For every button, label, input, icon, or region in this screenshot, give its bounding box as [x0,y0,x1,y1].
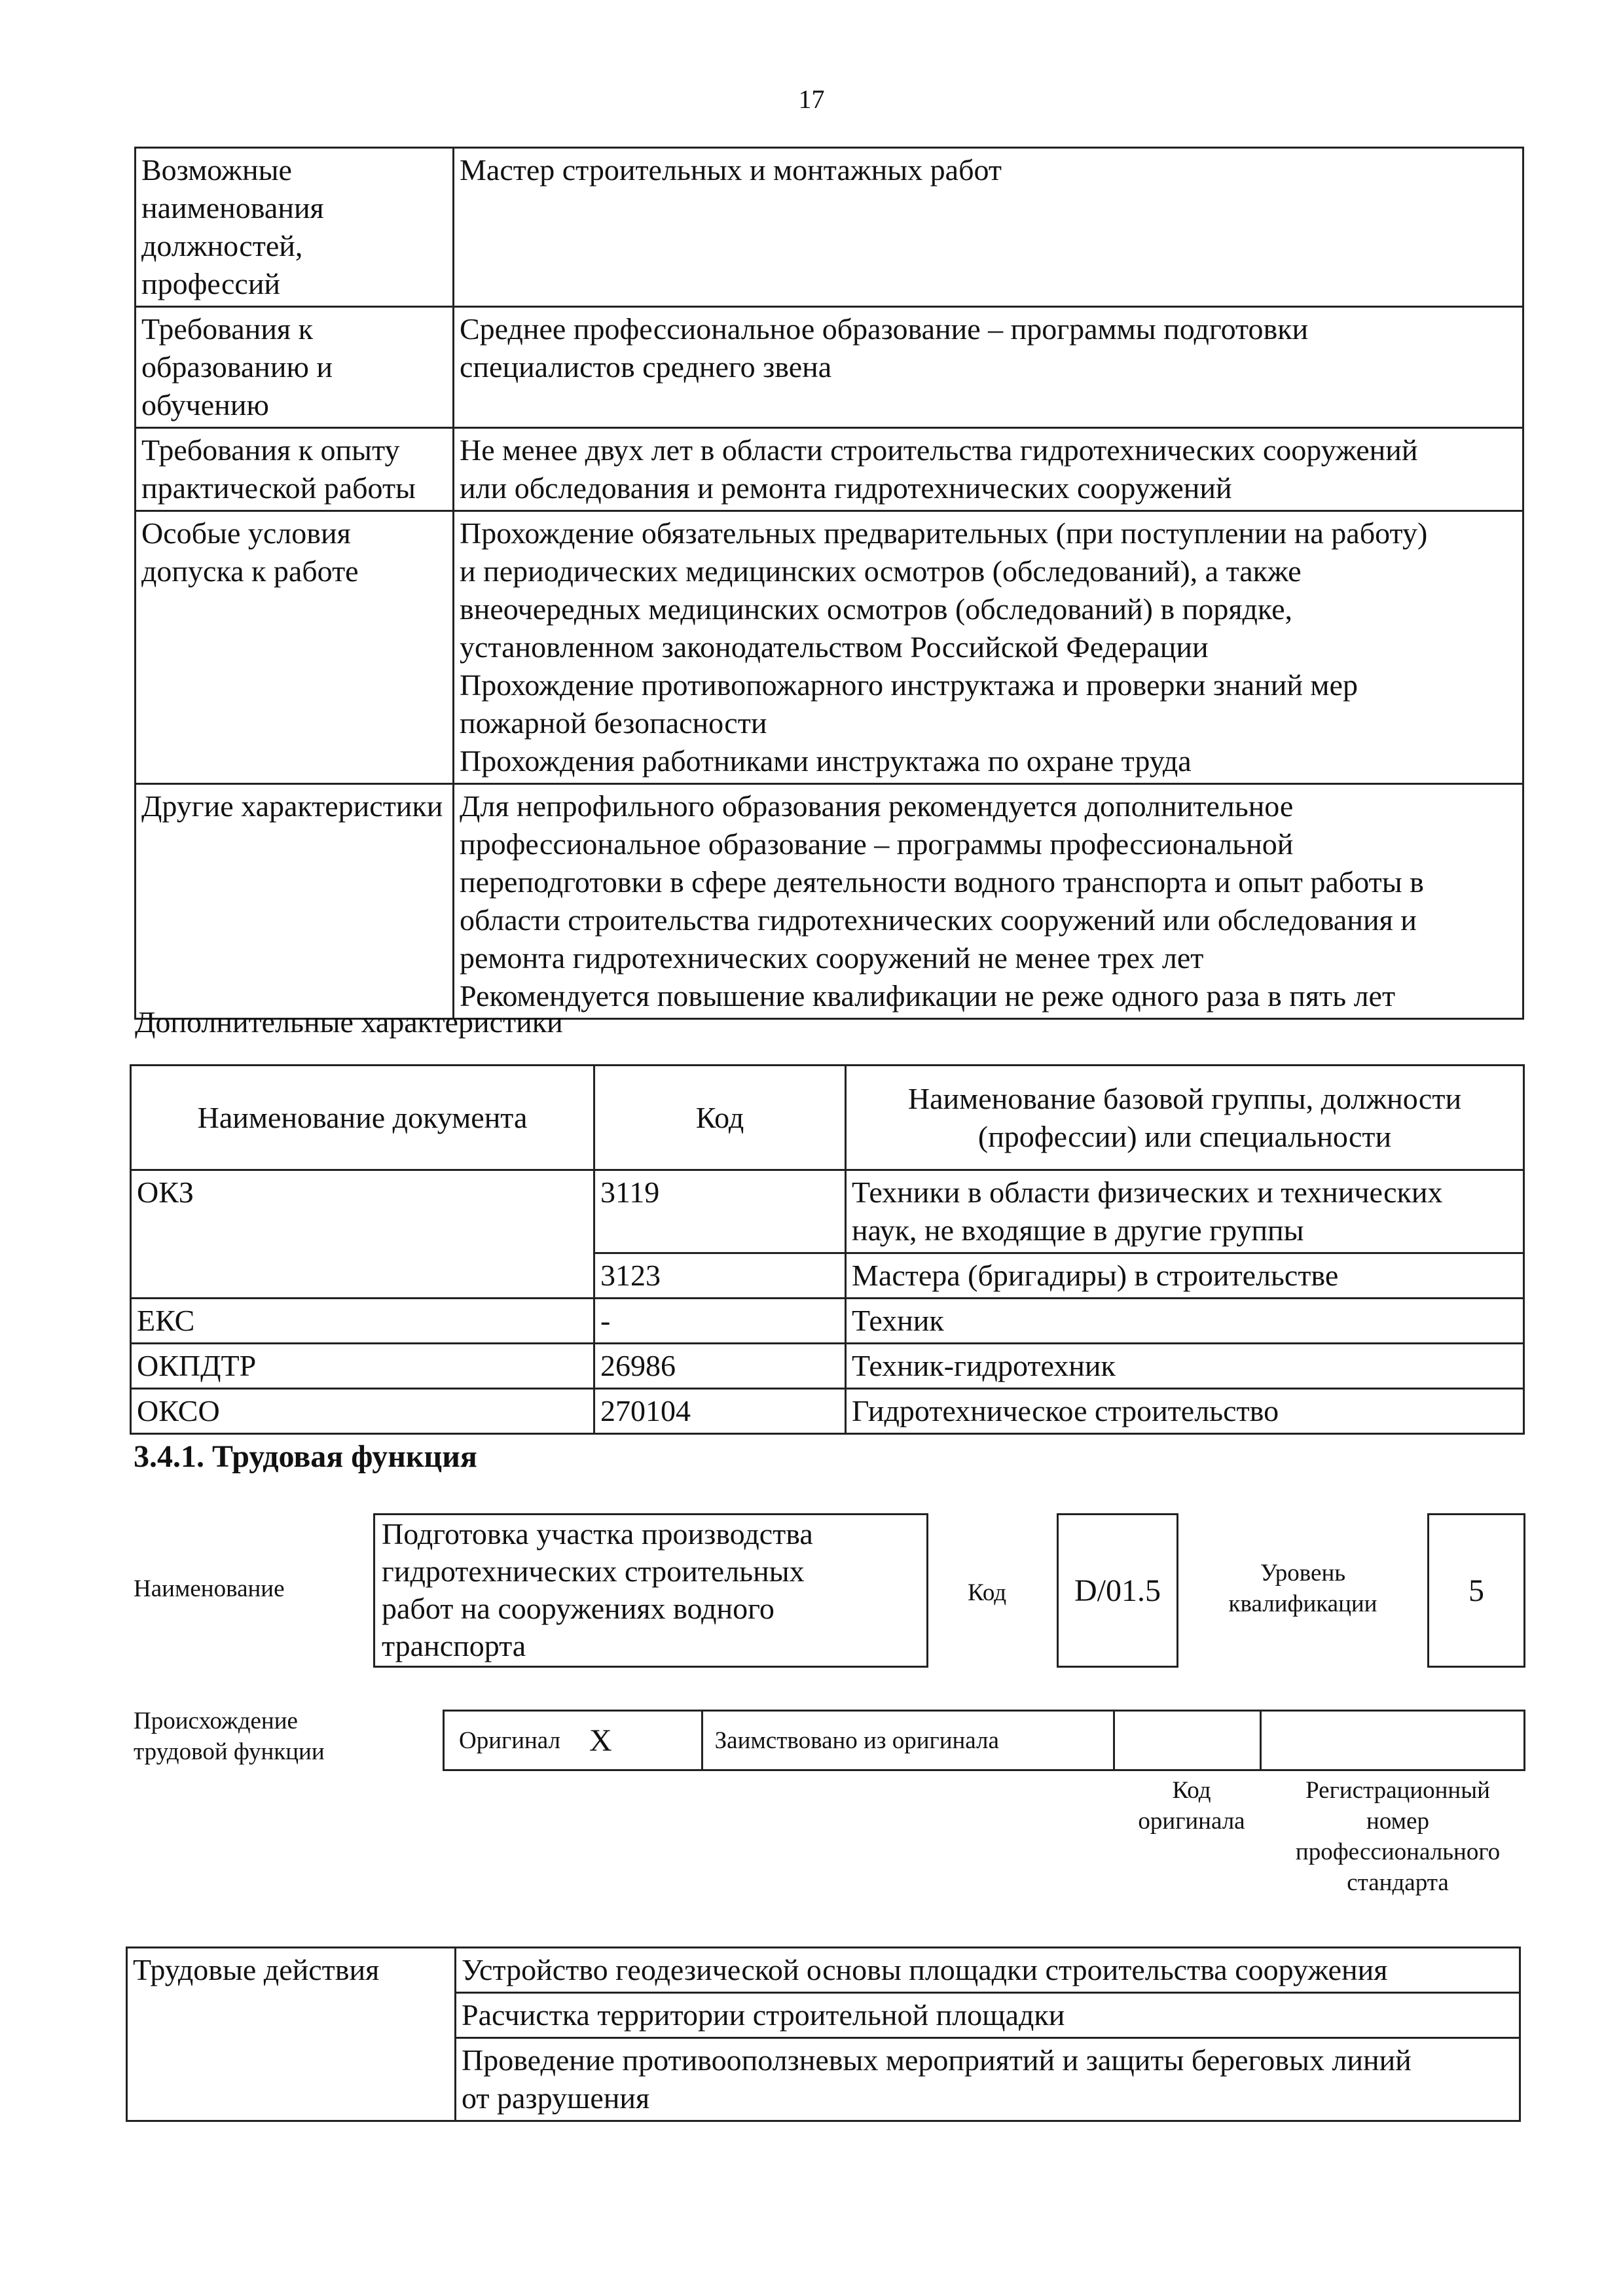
name-cell: Техник-гидротехник [846,1344,1524,1389]
caption-line: Регистрационный [1305,1777,1490,1804]
characteristic-value [454,148,1523,307]
function-name-line: работ на сооружениях водного [382,1592,775,1625]
name-cell: Техник [846,1299,1524,1344]
table-row [136,428,1523,511]
value-line: установленном законодательством Российской Федерации [460,630,1209,664]
value-line: Прохождение противопожарного инструктажа и проверки знаний мер [460,668,1358,702]
doc-cell: ОКЗ [131,1170,594,1299]
value-line: Не менее двух лет в области строительства гидротехнических сооружений [460,433,1418,467]
page-number: 17 [798,84,825,114]
origin-table [443,1710,1525,1771]
characteristic-label: Особые условия допуска к работе [136,511,454,784]
caption-line: номер [1366,1808,1429,1835]
column-header-doc: Наименование документа [131,1066,594,1170]
level-label-line: квалификации [1228,1590,1377,1617]
header-line: Наименование базовой группы, должности [907,1081,1462,1115]
registration-number-cell [1262,1712,1524,1769]
borrowed-cell [703,1712,1116,1769]
value-line: Среднее профессиональное образование – программы подготовки [460,312,1309,346]
origin-label [134,1706,325,1767]
name-cell: Мастера (бригадиры) в строительстве [846,1253,1524,1299]
value-line: Рекомендуется повышение квалификации не реже одного раза в пять лет [460,979,1396,1013]
function-name-line: гидротехнических строительных [382,1554,805,1588]
table-row [131,1170,1524,1253]
original-mark: X [589,1723,612,1758]
value-line: пожарной безопасности [460,706,767,740]
value-line: или обследования и ремонта гидротехнических сооружений [460,471,1232,505]
characteristics-table [134,147,1524,1020]
table-row [136,148,1523,307]
additional-characteristics-table [130,1064,1525,1435]
qualification-level-box [1427,1513,1525,1668]
header-line: (профессии) или специальности [977,1119,1392,1153]
characteristic-value [454,784,1523,1019]
origin-label-line: Происхождение [134,1708,298,1734]
labor-action [456,2038,1520,2121]
original-label: Оригинал [459,1727,561,1754]
value-line: Прохождения работниками инструктажа по охране труда [460,744,1192,778]
function-name-line: Подготовка участка производства [382,1517,813,1551]
registration-number-caption [1270,1775,1525,1898]
characteristic-label: Требования к образованию и обучению [136,307,454,428]
name-cell: Гидротехническое строительство [846,1389,1524,1434]
table-row [131,1389,1524,1434]
labor-action: Расчистка территории строительной площадки [456,1993,1520,2038]
characteristic-value [454,511,1523,784]
caption-line: профессионального [1295,1839,1501,1865]
name-cell [846,1170,1524,1253]
characteristic-value [454,428,1523,511]
name-line: наук, не входящие в другие группы [852,1213,1304,1247]
table-row [127,1948,1520,1993]
qualification-level-value: 5 [1468,1573,1484,1608]
caption-line: оригинала [1138,1808,1245,1835]
code-cell: - [594,1299,846,1344]
table-row [131,1344,1524,1389]
column-header-code: Код [594,1066,846,1170]
function-name-line: транспорта [382,1629,526,1662]
function-code-box [1057,1513,1178,1668]
value-line: профессиональное образование – программы профессиональной [460,827,1294,861]
value-line: ремонта гидротехнических сооружений не менее трех лет [460,941,1204,975]
value-line: и периодических медицинских осмотров (обследований), а также [460,554,1302,588]
origin-code-caption [1113,1775,1270,1837]
level-label-line: Уровень [1260,1560,1346,1587]
code-cell: 26986 [594,1344,846,1389]
value-line: Для непрофильного образования рекомендуется дополнительное [460,789,1294,823]
labor-actions-table [126,1946,1521,2122]
labor-action-line: от разрушения [462,2081,650,2115]
caption-line: стандарта [1347,1869,1449,1896]
characteristic-label: Требования к опыту практической работы [136,428,454,511]
function-code-label: Код [968,1579,1007,1606]
characteristic-value [454,307,1523,428]
borrowed-label: Заимствовано из оригинала [714,1727,999,1754]
qualification-level-label [1205,1558,1401,1619]
table-header-row [131,1066,1524,1170]
function-name-label: Наименование [134,1575,285,1602]
table-row [136,784,1523,1019]
origin-label-line: трудовой функции [134,1738,325,1765]
origin-code-cell [1115,1712,1261,1769]
function-code-value: D/01.5 [1074,1573,1161,1608]
value-line: Мастер строительных и монтажных работ [460,153,1002,187]
function-name-box [373,1513,928,1668]
value-line: переподготовки в сфере деятельности водного транспорта и опыт работы в [460,865,1424,899]
original-cell [445,1712,703,1769]
characteristic-label: Возможные наименования должностей, профессий [136,148,454,307]
labor-action-line: Проведение противооползневых мероприятий и защиты береговых линий [462,2043,1412,2077]
doc-cell: ОКПДТР [131,1344,594,1389]
code-cell: 3123 [594,1253,846,1299]
caption-line: Код [1172,1777,1211,1804]
value-line: области строительства гидротехнических сооружений или обследования и [460,903,1417,937]
doc-cell: ОКСО [131,1389,594,1434]
name-line: Техники в области физических и технических [852,1175,1443,1209]
value-line: внеочередных медицинских осмотров (обследований) в порядке, [460,592,1293,626]
table-row [136,307,1523,428]
labor-action: Устройство геодезической основы площадки строительства сооружения [456,1948,1520,1993]
additional-characteristics-title: Дополнительные характеристики [135,1005,563,1039]
value-line: Прохождение обязательных предварительных (при поступлении на работу) [460,516,1428,550]
doc-cell: ЕКС [131,1299,594,1344]
value-line: специалистов среднего звена [460,350,832,384]
code-cell: 3119 [594,1170,846,1253]
section-title: 3.4.1. Трудовая функция [134,1439,477,1474]
labor-actions-label: Трудовые действия [127,1948,456,2121]
characteristic-label: Другие характеристики [136,784,454,1019]
table-row [131,1299,1524,1344]
column-header-name [846,1066,1524,1170]
table-row [136,511,1523,784]
code-cell: 270104 [594,1389,846,1434]
